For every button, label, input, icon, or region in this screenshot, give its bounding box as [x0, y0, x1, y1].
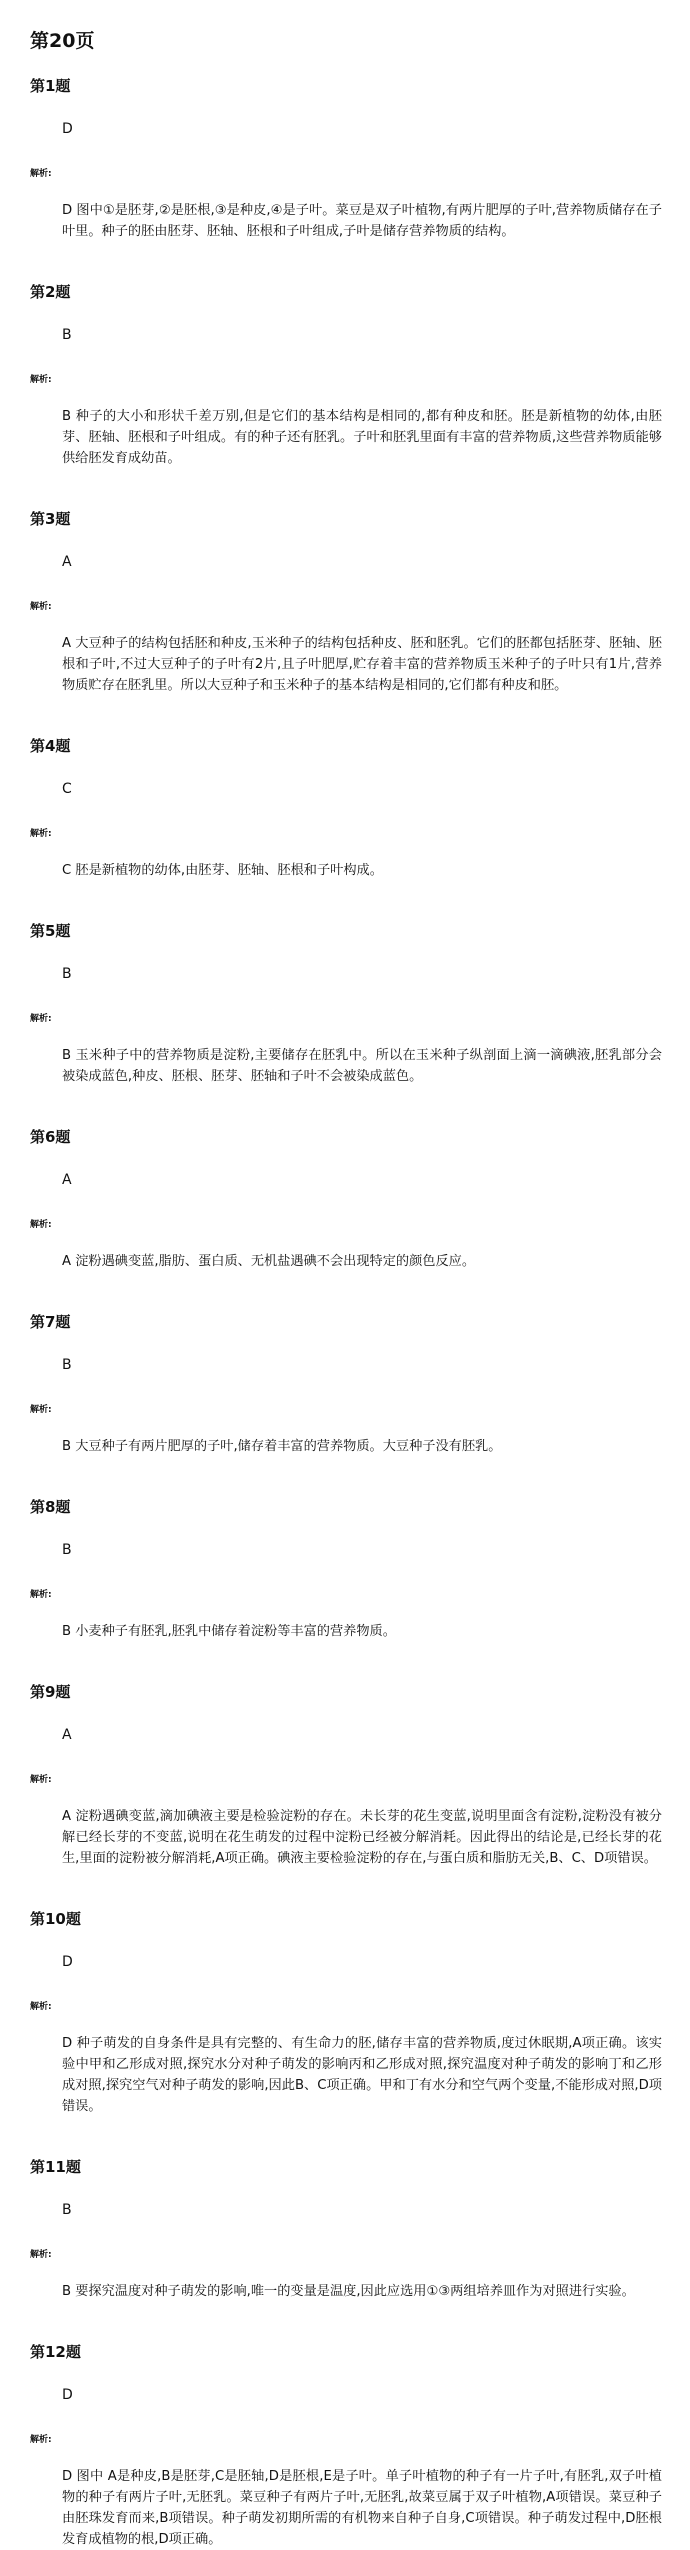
question-title: 第7题	[30, 1313, 71, 1331]
question-explanation: D 种子萌发的自身条件是具有完整的、有生命力的胚,储存丰富的营养物质,度过休眠期,A项正确。该实验中甲和乙形成对照,探究水分对种子萌发的影响丙和乙形成对照,探究温度对种子萌发的影响丁和乙形成对照,探究空气对种子萌发的影响,因此B、C项正确。甲和丁有水分和空气两个变量,不能形成对照,D项错误。	[62, 2036, 662, 2114]
question-answer: D	[62, 121, 73, 137]
question-answer: A	[62, 1727, 72, 1743]
question-explanation: B 大豆种子有两片肥厚的子叶,储存着丰富的营养物质。大豆种子没有胚乳。	[62, 1439, 502, 1454]
question-answer: B	[62, 327, 72, 343]
question-answer: A	[62, 554, 72, 570]
analysis-label: 解析:	[30, 169, 52, 179]
analysis-label: 解析:	[30, 2435, 52, 2445]
question-answer: D	[62, 1954, 73, 1970]
question-title: 第9题	[30, 1683, 71, 1701]
question-item-10	[30, 1909, 666, 2117]
question-item-6	[30, 1127, 666, 1272]
question-answer: C	[62, 781, 72, 797]
question-title: 第5题	[30, 922, 71, 940]
question-item-11	[30, 2157, 666, 2302]
question-title: 第3题	[30, 510, 71, 528]
question-answer: B	[62, 1357, 72, 1373]
question-item-9	[30, 1682, 666, 1869]
question-answer: A	[62, 1172, 72, 1188]
page-title: 第20页	[30, 30, 95, 52]
analysis-label: 解析:	[30, 1220, 52, 1230]
question-title: 第6题	[30, 1128, 71, 1146]
question-title: 第1题	[30, 77, 71, 95]
question-explanation: A 淀粉遇碘变蓝,脂肪、蛋白质、无机盐遇碘不会出现特定的颜色反应。	[62, 1254, 476, 1269]
question-title: 第2题	[30, 283, 71, 301]
question-item-7	[30, 1312, 666, 1457]
question-explanation: B 玉米种子中的营养物质是淀粉,主要储存在胚乳中。所以在玉米种子纵剖面上滴一滴碘液,胚乳部分会被染成蓝色,种皮、胚根、胚芽、胚轴和子叶不会被染成蓝色。	[62, 1048, 662, 1084]
question-title: 第10题	[30, 1910, 81, 1928]
question-item-5	[30, 921, 666, 1087]
question-explanation: D 图中①是胚芽,②是胚根,③是种皮,④是子叶。菜豆是双子叶植物,有两片肥厚的子叶,营养物质储存在子叶里。种子的胚由胚芽、胚轴、胚根和子叶组成,子叶是储存营养物质的结构。	[62, 203, 662, 239]
analysis-label: 解析:	[30, 602, 52, 612]
question-item-12	[30, 2342, 666, 2550]
analysis-label: 解析:	[30, 1775, 52, 1785]
question-explanation: B 种子的大小和形状千差万别,但是它们的基本结构是相同的,都有种皮和胚。胚是新植物的幼体,由胚芽、胚轴、胚根和子叶组成。有的种子还有胚乳。子叶和胚乳里面有丰富的营养物质,这些营养物质能够供给胚发育成幼苗。	[62, 409, 662, 466]
question-list	[30, 76, 666, 2550]
question-item-4	[30, 736, 666, 881]
question-answer: D	[62, 2387, 73, 2403]
question-explanation: C 胚是新植物的幼体,由胚芽、胚轴、胚根和子叶构成。	[62, 863, 383, 878]
analysis-label: 解析:	[30, 2002, 52, 2012]
question-explanation: D 图中 A是种皮,B是胚芽,C是胚轴,D是胚根,E是子叶。单子叶植物的种子有一片子叶,有胚乳,双子叶植物的种子有两片子叶,无胚乳。菜豆种子有两片子叶,无胚乳,故菜豆属于双子叶植物,A项错误。菜豆种子由胚珠发育而来,B项错误。种子萌发初期所需的有机物来自种子自身,C项错误。种子萌发过程中,D胚根发育成植物的根,D项正确。	[62, 2469, 662, 2547]
question-item-8	[30, 1497, 666, 1642]
question-explanation: B 小麦种子有胚乳,胚乳中储存着淀粉等丰富的营养物质。	[62, 1624, 396, 1639]
analysis-label: 解析:	[30, 1014, 52, 1024]
analysis-label: 解析:	[30, 1405, 52, 1415]
analysis-label: 解析:	[30, 1590, 52, 1600]
analysis-label: 解析:	[30, 2250, 52, 2260]
question-answer: B	[62, 966, 72, 982]
question-explanation: A 淀粉遇碘变蓝,滴加碘液主要是检验淀粉的存在。未长芽的花生变蓝,说明里面含有淀粉,淀粉没有被分解已经长芽的不变蓝,说明在花生萌发的过程中淀粉已经被分解消耗。因此得出的结论是,已经长芽的花生,里面的淀粉被分解消耗,A项正确。碘液主要检验淀粉的存在,与蛋白质和脂肪无关,B、C、D项错误。	[62, 1809, 662, 1866]
question-answer: B	[62, 2202, 72, 2218]
question-title: 第4题	[30, 737, 71, 755]
question-item-1	[30, 76, 666, 242]
analysis-label: 解析:	[30, 829, 52, 839]
question-explanation: A 大豆种子的结构包括胚和种皮,玉米种子的结构包括种皮、胚和胚乳。它们的胚都包括胚芽、胚轴、胚根和子叶,不过大豆种子的子叶有2片,且子叶肥厚,贮存着丰富的营养物质玉米种子的子叶只有1片,营养物质贮存在胚乳里。所以大豆种子和玉米种子的基本结构是相同的,它们都有种皮和胚。	[62, 636, 662, 693]
question-title: 第12题	[30, 2343, 81, 2361]
question-title: 第8题	[30, 1498, 71, 1516]
question-item-2	[30, 282, 666, 469]
question-item-3	[30, 509, 666, 696]
question-title: 第11题	[30, 2158, 81, 2176]
question-explanation: B 要探究温度对种子萌发的影响,唯一的变量是温度,因此应选用①③两组培养皿作为对照进行实验。	[62, 2284, 635, 2299]
question-answer: B	[62, 1542, 72, 1558]
analysis-label: 解析:	[30, 375, 52, 385]
